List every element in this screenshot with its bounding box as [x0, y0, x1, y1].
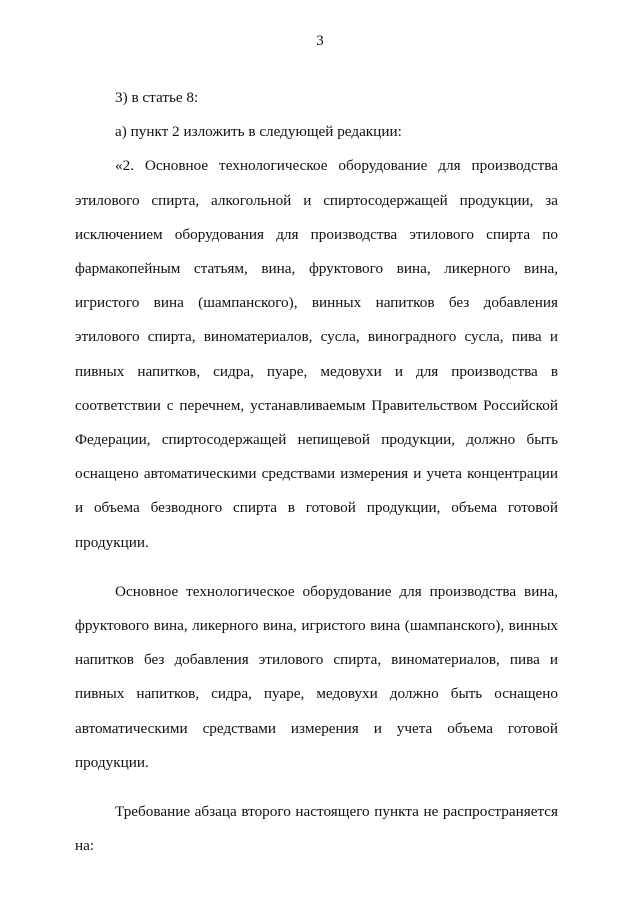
paragraph-exemption: Требование абзаца второго настоящего пункта не распространяется на:	[75, 803, 558, 855]
paragraph-main-equipment: «2. Основное технологическое оборудование для производства этилового спирта, алкогольной и спиртосодержащей продукции, за исключением оборудования для производства этилового спирта по фармакопейным статьям, вина, фруктового вина, ликерного вина, игристого вина (шампанского), винных напитков без добавления этилового спирта, виноматериалов, сусла, виноградного сусла, пива и пивных напитков, сидра, пуаре, медовухи и для производства в соответствии с перечнем, устанавливаемым Правительством Российской Федерации, спиртосодержащей непищевой продукции, должно быть оснащено автоматическими средствами измерения и учета концентрации и объема безводного спирта в готовой продукции, объема готовой продукции.	[75, 157, 558, 551]
page-number: 3	[316, 33, 324, 49]
paragraph-wine-equipment: Основное технологическое оборудование для производства вина, фруктового вина, ликерного вина, игристого вина (шампанского), винных напитков без добавления этилового спирта, виноматериалов, пива и пивных напитков, сидра, пуаре, медовухи должно быть оснащено автоматическими средствами измерения и учета объема готовой продукции.	[75, 582, 558, 771]
subitem-heading: а) пункт 2 изложить в следующей редакции:	[115, 123, 402, 141]
article-heading: 3) в статье 8:	[115, 89, 199, 106]
document-body	[75, 81, 558, 863]
